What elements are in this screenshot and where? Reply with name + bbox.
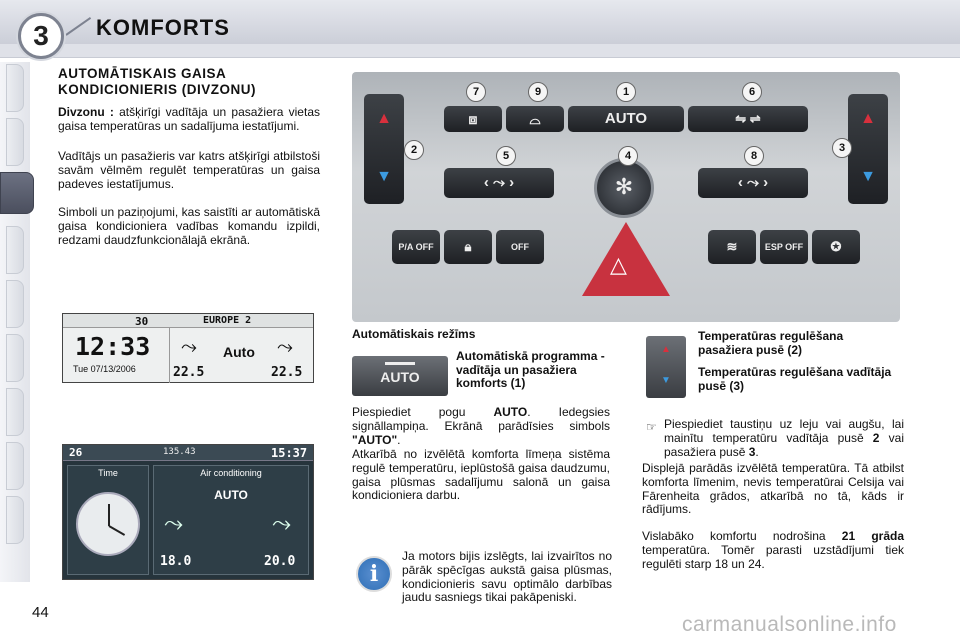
left-temperature-2: 18.0 — [160, 554, 192, 569]
page-number: 44 — [32, 604, 49, 621]
automatic-mode-title: Automātiskais režīms — [352, 327, 476, 341]
clock-panel — [67, 465, 149, 575]
chapter-tab-2[interactable] — [6, 118, 24, 166]
multifunction-display-large — [62, 444, 314, 580]
press-auto-text-a: Piespiediet pogu — [352, 405, 494, 419]
central-locking-button[interactable]: 🔒︎ — [444, 230, 492, 264]
left-temperature: 22.5 — [173, 365, 205, 380]
air-conditioning-panel — [153, 465, 309, 575]
outside-temperature-2: 26 — [69, 446, 83, 459]
press-auto-text-b: . Iedegsies signāllampiņa. Ekrānā parādīsies simbols — [352, 405, 610, 433]
temperature-rocker-thumbnail — [646, 336, 686, 398]
temp-up-arrow-icon: ▲ — [661, 344, 671, 355]
clock-time: 12:33 — [75, 332, 151, 361]
chapter-tab-4[interactable] — [6, 226, 24, 274]
chapter-tab-3-active[interactable] — [0, 172, 34, 214]
clock-date: Tue 07/13/2006 — [73, 364, 136, 374]
temp-down-arrow-icon: ▼ — [661, 375, 671, 386]
watermark: carmanualsonline.info — [682, 613, 897, 636]
rear-defrost-button[interactable]: ⧈ — [444, 106, 502, 132]
callout-7: 7 — [466, 82, 486, 102]
parking-sensor-off-button[interactable]: OFF — [496, 230, 544, 264]
chapter-title: KOMFORTS — [96, 15, 230, 40]
temp-down-arrow-icon: ▼ — [376, 168, 392, 185]
bullet-press-rocker — [664, 418, 904, 459]
climate-mode: Auto — [223, 344, 255, 360]
climate-mode-2: AUTO — [214, 488, 248, 502]
chapter-tab-8[interactable] — [6, 442, 24, 490]
paragraph-comfort-level: Atkarībā no izvēlētā komforta līmeņa sistēma regulē temperatūru, ieplūstošā gaisa daudzumu, gaisa plūsmas sadalījumu salonā un gaisa kondicioniera darbu. — [352, 447, 610, 503]
info-icon: i — [356, 556, 392, 592]
callout-9: 9 — [528, 82, 548, 102]
bullet-text-end: . — [755, 444, 759, 459]
child-lock-button[interactable]: ✪ — [812, 230, 860, 264]
right-temperature-2: 20.0 — [264, 554, 296, 569]
pointer-bullet-icon: ☞ — [646, 420, 657, 434]
seat-airflow-icon-left: ⤳ — [181, 336, 197, 358]
chapter-tab-7[interactable] — [6, 388, 24, 436]
callout-1: 1 — [616, 82, 636, 102]
temp-up-arrow-icon: ▲ — [376, 110, 392, 127]
esp-off-button[interactable]: ESP OFF — [760, 230, 808, 264]
seat-airflow-icon-right: ⤳ — [277, 336, 293, 358]
clock-hand-hour — [109, 525, 126, 536]
display-divider — [169, 328, 170, 383]
dual-zone-text: atšķirīgi vadītāja un pasažiera vietas gaisa temperatūras un sadalījuma iestatījumi. — [58, 105, 320, 133]
radio-frequency: 135.43 — [163, 447, 196, 457]
callout-6: 6 — [742, 82, 762, 102]
press-auto-symbol: "AUTO" — [352, 432, 398, 447]
paragraph-display-temp: Displejā parādās izvēlētā temperatūra. Tā atbilst komforta līmenim, nevis temperatūrai Celsija vai Fārenheita grādos, atkarībā no tā, kāds ir rādījums. — [642, 461, 904, 517]
auto-button[interactable]: AUTO — [568, 106, 684, 132]
chapter-tab-6[interactable] — [6, 334, 24, 382]
auto-button-thumbnail — [352, 356, 448, 396]
header-band — [0, 44, 960, 58]
paragraph-press-auto — [352, 406, 610, 447]
analog-clock-icon — [76, 492, 140, 556]
climate-control-panel-photo — [352, 72, 900, 322]
chapter-tab-9[interactable] — [6, 496, 24, 544]
auto-indicator-lamp — [385, 362, 415, 365]
press-auto-text-c: . — [397, 432, 401, 447]
multifunction-display-small — [62, 313, 314, 383]
callout-4: 4 — [618, 146, 638, 166]
paragraph-individual-settings: Vadītājs un pasažieris var katrs atšķirīgi atbilstoši savām vēlmēm regulēt temperatūras un gaisa padeves iestatījumus. — [58, 149, 320, 191]
bullet-ref-2: 2 — [872, 430, 880, 445]
chapter-number: 3 — [18, 13, 64, 59]
best-comfort-bold: 21 grāda — [841, 529, 904, 543]
driver-temperature-rocker[interactable] — [848, 94, 888, 204]
temp-up-arrow-icon: ▲ — [860, 110, 876, 127]
driver-temp-title: Temperatūras regulēšana vadītāja pusē (3) — [698, 365, 892, 393]
dual-zone-lead: Divzonu : — [58, 105, 114, 119]
paragraph-symbols: Simboli un paziņojumi, kas saistīti ar automātiskā gaisa kondicioniera vadības komandu izpildi, redzami daudzfunkcionālajā ekrānā. — [58, 205, 320, 247]
paragraph-dual-zone — [58, 106, 320, 134]
auto-thumbnail-label: AUTO — [380, 369, 420, 385]
bullet-ref-3: 3 — [748, 444, 756, 459]
callout-3: 3 — [832, 138, 852, 158]
driver-air-distribution-button[interactable]: ‹ ⤳ › — [698, 168, 808, 198]
callout-5: 5 — [496, 146, 516, 166]
best-comfort-text-b: temperatūra. Tomēr parasti uzstādījumi tiek regulēti starp 18 un 24. — [642, 542, 904, 571]
hazard-triangle-icon: △ — [610, 252, 627, 277]
recirculation-button[interactable]: ⇋ ⇌ — [688, 106, 808, 132]
callout-2: 2 — [404, 140, 424, 160]
callout-8: 8 — [744, 146, 764, 166]
chapter-tab-5[interactable] — [6, 280, 24, 328]
clock-panel-title: Time — [98, 468, 118, 478]
outside-temperature: 30 — [135, 315, 149, 328]
bullet-text-a: Piespiediet taustiņu uz leju vai augšu, lai mainītu temperatūru vadītāja pusē — [664, 417, 904, 445]
air-conditioning-title: Air conditioning — [200, 468, 262, 478]
temp-down-arrow-icon: ▼ — [860, 168, 876, 185]
seat-airflow-icon-left-2: ⤳ — [164, 510, 184, 537]
passenger-temp-title: Temperatūras regulēšana pasažiera pusē (2) — [698, 329, 844, 357]
clock-time-2: 15:37 — [271, 446, 308, 460]
automatic-program-title: Automātiskā programma - vadītāja un pasažiera komforts (1) — [456, 349, 605, 390]
info-note: Ja motors bijis izslēgts, lai izvairītos no pārāk spēcīgas aukstā gaisa plūsmas, kondicionieris savu optimālo darbības jaudu sasniegs tikai pakāpeniski. — [402, 549, 612, 605]
chapter-tab-1[interactable] — [6, 64, 24, 112]
display-top-strip — [63, 314, 313, 328]
fan-speed-knob[interactable]: ✻ — [594, 158, 654, 218]
front-defrost-button[interactable]: ⌓ — [506, 106, 564, 132]
paragraph-best-comfort — [642, 530, 904, 571]
passenger-air-distribution-button[interactable]: ‹ ⤳ › — [444, 168, 554, 198]
heated-seat-button[interactable]: ≋ — [708, 230, 756, 264]
clock-hand-minute — [108, 504, 110, 526]
passenger-airbag-off-button[interactable]: P/A OFF — [392, 230, 440, 264]
seat-airflow-icon-right-2: ⤳ — [272, 510, 292, 537]
best-comfort-text-a: Vislabāko komfortu nodrošina — [642, 529, 842, 543]
section-heading: AUTOMĀTISKAIS GAISA KONDICIONIERIS (DIVZONU) — [58, 66, 257, 97]
bullet-text-mid: vai pasažiera pusē — [664, 430, 904, 459]
passenger-temperature-rocker[interactable] — [364, 94, 404, 204]
right-temperature: 22.5 — [271, 365, 303, 380]
radio-station: EUROPE 2 — [203, 315, 252, 326]
press-auto-bold: AUTO — [493, 405, 528, 419]
